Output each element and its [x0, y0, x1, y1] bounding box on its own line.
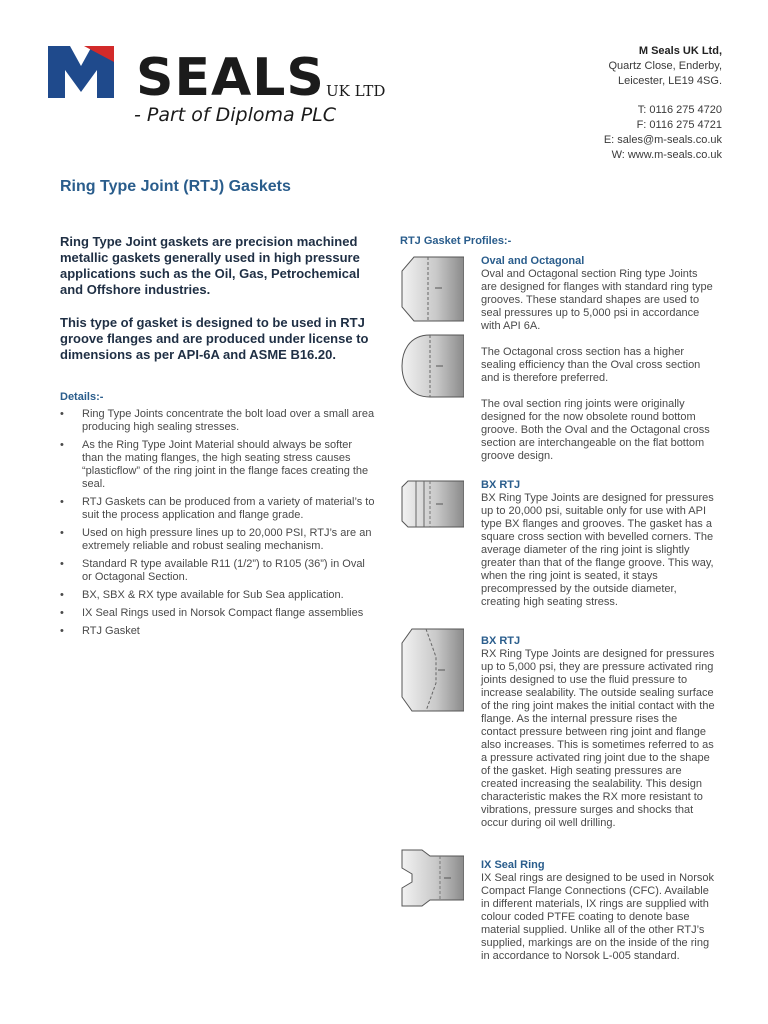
bullet-icon: • — [60, 589, 64, 601]
bullet-icon: • — [60, 558, 64, 570]
oval-gasket-icon — [400, 333, 464, 399]
rx-title: BX RTJ — [481, 635, 521, 647]
bx-text: BX Ring Type Joints are designed for pressures up to 20,000 psi, suitable only for use with API type BX flanges and grooves. The gasket has a square cross section with bevelled corners. The average diameter of the ring joint is slightly greater than that of the flange groove. This way, when the ring joint is seated, it stays precompressed by the outside diameter, creating high seating stress. — [481, 492, 714, 608]
bx-gasket-icon — [400, 479, 464, 529]
profiles-heading: RTJ Gasket Profiles:- — [400, 235, 512, 247]
oval-octagonal-text-2: The Octagonal cross section has a higher sealing efficiency than the Oval cross section and is therefore preferred. — [481, 346, 701, 384]
oval-octagonal-text-1: Oval and Octagonal section Ring type Joints are designed for flanges with standard ring type grooves. These standard shapes are used to seal pressures up to 5,000 psi in accordance with API 6A. — [481, 268, 713, 332]
brand-suffix: UK LTD — [326, 82, 386, 100]
details-heading: Details:- — [60, 391, 104, 403]
address-line-2: Leicester, LE19 4SG. — [618, 75, 722, 87]
list-item: • RTJ Gasket — [60, 625, 140, 637]
oval-octagonal-section — [481, 255, 715, 463]
list-item: • IX Seal Rings used in Norsok Compact flange assemblies — [60, 607, 364, 619]
m-logo-icon — [48, 46, 114, 98]
details-list — [60, 408, 376, 643]
address-line-1: Quartz Close, Enderby, — [608, 60, 722, 72]
bullet-icon: • — [60, 439, 64, 451]
fax: F: 0116 275 4721 — [636, 119, 722, 131]
ix-section — [481, 859, 715, 963]
bx-title: BX RTJ — [481, 479, 521, 491]
bullet-icon: • — [60, 607, 64, 619]
oval-octagonal-title: Oval and Octagonal — [481, 255, 585, 267]
list-item: • RTJ Gaskets can be produced from a variety of material’s to suit the process application and flange grade. — [60, 496, 375, 521]
email-link[interactable]: E: sales@m-seals.co.uk — [603, 134, 722, 146]
telephone: T: 0116 275 4720 — [637, 104, 722, 116]
list-item: • BX, SBX & RX type available for Sub Sea application. — [60, 589, 344, 601]
list-item: • As the Ring Type Joint Material should always be softer than the mating flanges, the high seating stress causes “plasticflow” of the ring joint in the flange faces creating the seal. — [60, 439, 369, 490]
ix-text: IX Seal rings are designed to be used in Norsok Compact Flange Connections (CFC). Available in different materials, IX rings are supplied with colour coded PTFE coating to denote base material supplied. Unlike all of the other RTJ’s supplied, markings are on the inside of the ring in accordance to Norsok L-005 standard. — [481, 872, 714, 962]
oval-octagonal-text-3: The oval section ring joints were originally designed for the now obsolete round bottom groove. Both the Oval and the Octagonal cross section are interchangeable on the flat bottom groove design. — [481, 398, 710, 462]
list-item: • Ring Type Joints concentrate the bolt load over a small area producing high sealing stresses. — [60, 408, 375, 433]
octagonal-gasket-icon — [400, 255, 464, 323]
page-title: Ring Type Joint (RTJ) Gaskets — [60, 178, 291, 195]
bullet-icon: • — [60, 625, 64, 637]
rx-gasket-icon — [400, 627, 464, 713]
brand-tagline: - Part of Diploma PLC — [134, 104, 337, 126]
bullet-icon: • — [60, 496, 64, 508]
bullet-icon: • — [60, 408, 64, 420]
bx-section — [481, 479, 715, 609]
rx-section — [481, 635, 715, 830]
ix-title: IX Seal Ring — [481, 859, 545, 871]
rx-text: RX Ring Type Joints are designed for pressures up to 5,000 psi, they are pressure activated ring joints designed to use the fluid pressure to increase sealability. The outside sealing surface of the ring joint makes the initial contact with the flange. As the internal pressure rises the contact pressure between ring joint and flange also increases. This is sometimes referred to as a pressure activated ring joint due to the shape of the gasket. High seating pressures are created increasing the sealability. This design characteristic makes the RX more resistant to vibrations, pressure surges and shocks that occur during oil well drilling. — [481, 648, 715, 829]
brand-name: SEALS — [136, 48, 325, 108]
contact-block — [462, 44, 722, 163]
intro-paragraph-2: This type of gasket is designed to be used in RTJ groove flanges and are produced under license to dimensions as per API-6A and ASME B16.20. — [60, 315, 369, 362]
company-name: M Seals UK Ltd, — [638, 45, 722, 57]
ix-gasket-icon — [400, 848, 464, 908]
bullet-icon: • — [60, 527, 64, 539]
list-item: • Used on high pressure lines up to 20,000 PSI, RTJ’s are an extremely reliable and robust sealing mechanism. — [60, 527, 372, 552]
list-item: • Standard R type available R11 (1/2”) to R105 (36”) in Oval or Octagonal Section. — [60, 558, 365, 583]
intro-paragraph-1: Ring Type Joint gaskets are precision machined metallic gaskets generally used in high pressure applications such as the Oil, Gas, Petrochemical and Offshore industries. — [60, 234, 360, 297]
website-link[interactable]: W: www.m-seals.co.uk — [611, 149, 722, 161]
